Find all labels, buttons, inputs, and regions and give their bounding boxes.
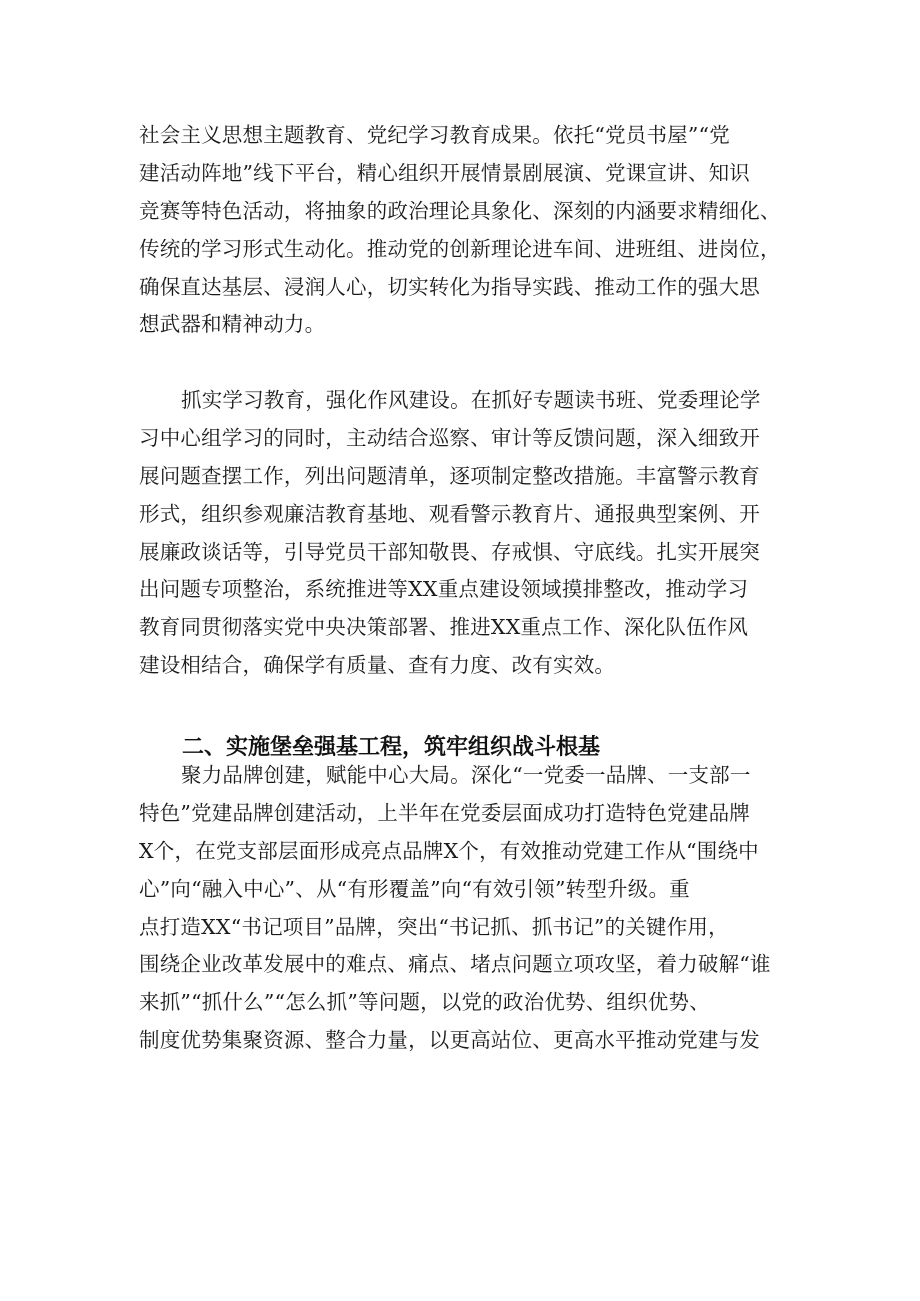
paragraph-line: 想武器和精神动力。 <box>139 312 326 337</box>
paragraph-line: 聚力品牌创建，赋能中心大局。深化“一党委一品牌、一支部一 <box>181 763 751 787</box>
paragraph-line: 特色”党建品牌创建活动，上半年在党委层面成功打造特色党建品牌 <box>139 800 750 825</box>
paragraph-line: 习中心组学习的同时，主动结合巡察、审计等反馈问题，深入细致开 <box>139 425 760 450</box>
paragraph-2 <box>139 382 789 685</box>
paragraph-line: 出问题专项整治，系统推进等XX重点建设领域摸排整改，推动学习 <box>139 577 749 602</box>
section-heading: 二、实施堡垒强基工程，筑牢组织战斗根基 <box>182 735 601 760</box>
paragraph-line: 建活动阵地”线下平台，精心组织开展情景剧展演、党课宣讲、知识 <box>139 160 750 185</box>
paragraph-line: 形式，组织参观廉洁教育基地、观看警示教育片、通报典型案例、开 <box>139 501 760 526</box>
paragraph-line: 竞赛等特色活动，将抽象的政治理论具象化、深刻的内涵要求精细化、 <box>139 198 781 223</box>
paragraph-line: 传统的学习形式生动化。推动党的创新理论进车间、进班组、进岗位， <box>139 236 781 261</box>
paragraph-line: X个，在党支部层面形成亮点品牌X个，有效推动党建工作从“围绕中 <box>139 838 759 863</box>
paragraph-line: 社会主义思想主题教育、党纪学习教育成果。依托“党员书屋”“党 <box>139 123 730 147</box>
paragraph-line: 制度优势集聚资源、整合力量，以更高站位、更高水平推动党建与发 <box>139 1028 760 1053</box>
paragraph-line: 来抓”“抓什么”“怎么抓”等问题，以党的政治优势、组织优势、 <box>139 990 710 1015</box>
paragraph-line: 围绕企业改革发展中的难点、痛点、堵点问题立项攻坚，着力破解“谁 <box>139 952 771 977</box>
paragraph-line: 确保直达基层、浸润人心，切实转化为指导实践、推动工作的强大思 <box>139 274 760 299</box>
paragraph-line: 建设相结合，确保学有质量、查有力度、改有实效。 <box>139 653 616 678</box>
paragraph-3 <box>139 757 789 1060</box>
paragraph-line: 抓实学习教育，强化作风建设。在抓好专题读书班、党委理论学 <box>181 388 761 412</box>
paragraph-1 <box>139 117 789 344</box>
paragraph-line: 展问题查摆工作，列出问题清单，逐项制定整改措施。丰富警示教育 <box>139 463 760 488</box>
paragraph-line: 心”向“融入中心”、从“有形覆盖”向“有效引领”转型升级。重 <box>139 876 690 901</box>
paragraph-line: 展廉政谈话等，引导党员干部知敬畏、存戒惧、守底线。扎实开展突 <box>139 539 760 564</box>
paragraph-line: 教育同贯彻落实党中央决策部署、推进XX重点工作、深化队伍作风 <box>139 615 749 640</box>
paragraph-line: 点打造XX“书记项目”品牌，突出“书记抓、抓书记”的关键作用， <box>139 914 729 939</box>
